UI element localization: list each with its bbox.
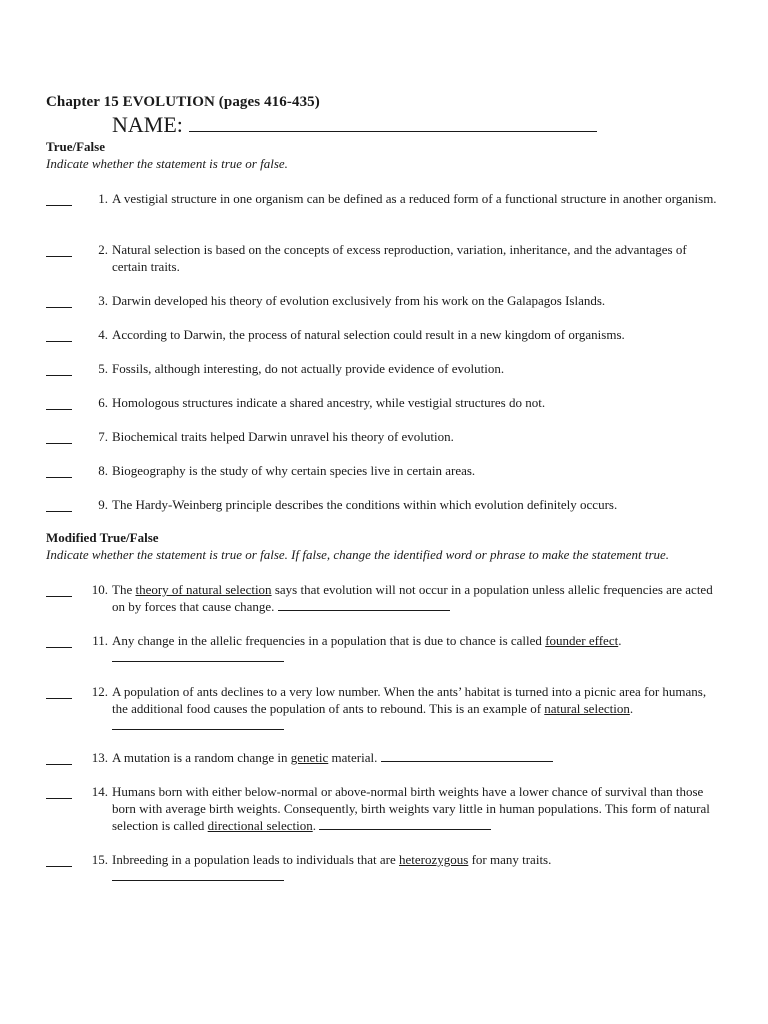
question-number: 13. — [91, 750, 108, 765]
name-field[interactable] — [112, 112, 597, 138]
question-number: 7. — [98, 429, 108, 444]
modified-true-false-heading: Modified True/False — [46, 530, 159, 545]
question-number: 15. — [91, 852, 108, 867]
answer-blank[interactable] — [46, 192, 72, 206]
question-text: Inbreeding in a population leads to individuals that are heterozygous for many traits. — [112, 851, 724, 885]
question-number: 1. — [98, 191, 108, 206]
question-number: 6. — [98, 395, 108, 410]
name-blank[interactable] — [189, 112, 597, 132]
correction-blank[interactable] — [112, 868, 284, 881]
question-text: The theory of natural selection says that evolution will not occur in a population unless allelic frequencies are acted on by forces that cause change. — [112, 582, 713, 614]
question-text: Any change in the allelic frequencies in a population that is due to chance is called founder effect. — [112, 632, 724, 666]
question-text: A population of ants declines to a very low number. When the ants’ habitat is turned into a picnic area for humans, the additional food causes the population of ants to rebound. This is an example of natural selection. — [112, 683, 724, 734]
answer-blank[interactable] — [46, 430, 72, 444]
answer-blank[interactable] — [46, 362, 72, 376]
question-number: 3. — [98, 293, 108, 308]
question-2 — [46, 241, 726, 281]
answer-blank[interactable] — [46, 634, 72, 648]
question-text: Natural selection is based on the concepts of excess reproduction, variation, inheritance, and the advantages of certain traits. — [112, 242, 687, 274]
answer-blank[interactable] — [46, 396, 72, 410]
correction-blank[interactable] — [381, 749, 553, 762]
question-14 — [46, 783, 726, 833]
question-1 — [46, 190, 726, 230]
answer-blank[interactable] — [46, 853, 72, 867]
question-10 — [46, 581, 726, 621]
question-number: 12. — [91, 684, 108, 699]
chapter-title: Chapter 15 EVOLUTION (pages 416-435) — [46, 94, 320, 110]
answer-blank[interactable] — [46, 498, 72, 512]
question-text: The Hardy-Weinberg principle describes the conditions within which evolution definitely occurs. — [112, 497, 618, 512]
underlined-term: natural selection — [544, 701, 630, 716]
true-false-heading: True/False — [46, 139, 105, 154]
question-text: Biochemical traits helped Darwin unravel his theory of evolution. — [112, 429, 454, 444]
correction-blank[interactable] — [112, 717, 284, 730]
question-number: 8. — [98, 463, 108, 478]
question-number: 5. — [98, 361, 108, 376]
underlined-term: founder effect — [545, 633, 619, 648]
true-false-instructions: Indicate whether the statement is true or false. — [46, 156, 288, 171]
answer-blank[interactable] — [46, 294, 72, 308]
underlined-term: genetic — [290, 750, 329, 765]
correction-blank[interactable] — [319, 817, 491, 830]
answer-blank[interactable] — [46, 751, 72, 765]
question-text: Humans born with either below-normal or above-normal birth weights have a lower chance of survival than those born with average birth weights. Consequently, birth weights vary little in human populations. This form of natural selection is called directional selection. — [112, 784, 710, 833]
question-text: Biogeography is the study of why certain species live in certain areas. — [112, 463, 476, 478]
modified-true-false-instructions: Indicate whether the statement is true or false. If false, change the identified word or phrase to make the statement true. — [46, 547, 670, 562]
name-label: NAME: — [112, 112, 183, 137]
question-12 — [46, 683, 726, 723]
correction-blank[interactable] — [112, 649, 284, 662]
question-text: A vestigial structure in one organism can be defined as a reduced form of a functional structure in another organism. — [112, 191, 717, 206]
answer-blank[interactable] — [46, 785, 72, 799]
question-text: Darwin developed his theory of evolution exclusively from his work on the Galapagos Islands. — [112, 293, 606, 308]
question-number: 14. — [91, 784, 108, 799]
question-number: 11. — [92, 633, 108, 648]
correction-blank[interactable] — [278, 598, 450, 611]
question-text: Fossils, although interesting, do not actually provide evidence of evolution. — [112, 361, 505, 376]
question-text: Homologous structures indicate a shared ancestry, while vestigial structures do not. — [112, 395, 546, 410]
question-number: 9. — [98, 497, 108, 512]
underlined-term: theory of natural selection — [135, 582, 272, 597]
answer-blank[interactable] — [46, 328, 72, 342]
answer-blank[interactable] — [46, 685, 72, 699]
question-text: A mutation is a random change in genetic material. — [112, 749, 724, 766]
question-text: According to Darwin, the process of natural selection could result in a new kingdom of organisms. — [112, 327, 625, 342]
answer-blank[interactable] — [46, 583, 72, 597]
underlined-term: directional selection — [207, 818, 313, 833]
question-number: 2. — [98, 242, 108, 257]
answer-blank[interactable] — [46, 464, 72, 478]
answer-blank[interactable] — [46, 243, 72, 257]
question-number: 10. — [91, 582, 108, 597]
question-11 — [46, 632, 726, 672]
underlined-term: heterozygous — [399, 852, 469, 867]
question-15 — [46, 851, 726, 891]
question-number: 4. — [98, 327, 108, 342]
